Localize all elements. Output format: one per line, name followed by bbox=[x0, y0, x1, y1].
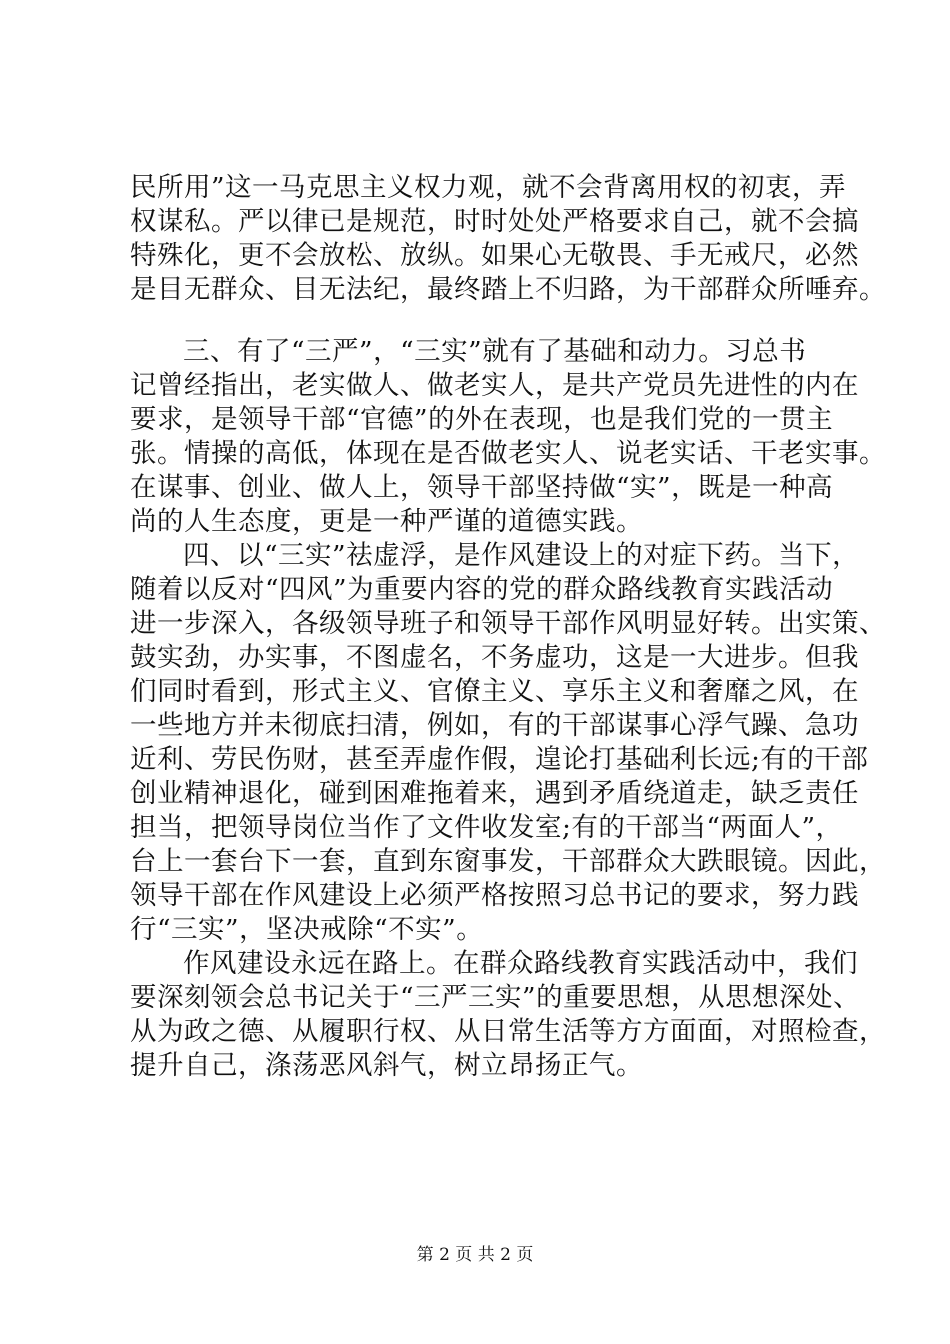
text-line: 创业精神退化，碰到困难拖着来，遇到矛盾绕道走，缺乏责任 bbox=[130, 778, 859, 809]
text-line: 权谋私。严以律已是规范，时时处处严格要求自己，就不会搞 bbox=[130, 206, 859, 237]
text-line: 三、有了“三严”，“三实”就有了基础和动力。习总书 bbox=[183, 336, 807, 367]
page-number-footer: 第 2 页 共 2 页 bbox=[416, 1245, 534, 1265]
text-line: 鼓实劲，办实事，不图虚名，不务虚功，这是一大进步。但我 bbox=[130, 642, 859, 673]
text-line: 进一步深入，各级领导班子和领导干部作风明显好转。出实策、 bbox=[130, 608, 886, 639]
text-line: 台上一套台下一套，直到东窗事发，干部群众大跌眼镜。因此， bbox=[130, 846, 886, 877]
text-line: 特殊化，更不会放松、放纵。如果心无敬畏、手无戒尺，必然 bbox=[130, 240, 859, 271]
text-line: 提升自己，涤荡恶风斜气，树立昂扬正气。 bbox=[130, 1050, 643, 1081]
text-line: 要求，是领导干部“官德”的外在表现，也是我们党的一贯主 bbox=[130, 404, 834, 435]
text-line: 是目无群众、目无法纪，最终踏上不归路，为干部群众所唾弃。 bbox=[130, 274, 886, 305]
text-line: 尚的人生态度，更是一种严谨的道德实践。 bbox=[130, 506, 643, 537]
text-line: 民所用”这一马克思主义权力观，就不会背离用权的初衷，弄 bbox=[130, 172, 847, 203]
text-line: 要深刻领会总书记关于“三严三实”的重要思想，从思想深处、 bbox=[130, 982, 861, 1013]
text-line: 近利、劳民伤财，甚至弄虚作假，遑论打基础利长远;有的干部 bbox=[130, 744, 869, 775]
text-line: 一些地方并未彻底扫清，例如，有的干部谋事心浮气躁、急功 bbox=[130, 710, 859, 741]
text-line: 们同时看到，形式主义、官僚主义、享乐主义和奢靡之风，在 bbox=[130, 676, 859, 707]
text-line: 作风建设永远在路上。在群众路线教育实践活动中，我们 bbox=[183, 948, 858, 979]
text-line: 四、以“三实”祛虚浮，是作风建设上的对症下药。当下， bbox=[183, 540, 860, 571]
text-line: 张。情操的高低，体现在是否做老实人、说老实话、干老实事。 bbox=[130, 438, 886, 469]
text-line: 行“三实”，坚决戒除“不实”。 bbox=[130, 914, 484, 945]
text-line: 在谋事、创业、做人上，领导干部坚持做“实”，既是一种高 bbox=[130, 472, 834, 503]
text-line: 从为政之德、从履职行权、从日常生活等方方面面，对照检查， bbox=[130, 1016, 886, 1047]
text-line: 领导干部在作风建设上必须严格按照习总书记的要求，努力践 bbox=[130, 880, 859, 911]
text-line: 记曾经指出，老实做人、做老实人，是共产党员先进性的内在 bbox=[130, 370, 859, 401]
text-line: 担当，把领导岗位当作了文件收发室;有的干部当“两面人”， bbox=[130, 812, 843, 843]
text-line: 随着以反对“四风”为重要内容的党的群众路线教育实践活动 bbox=[130, 574, 834, 605]
